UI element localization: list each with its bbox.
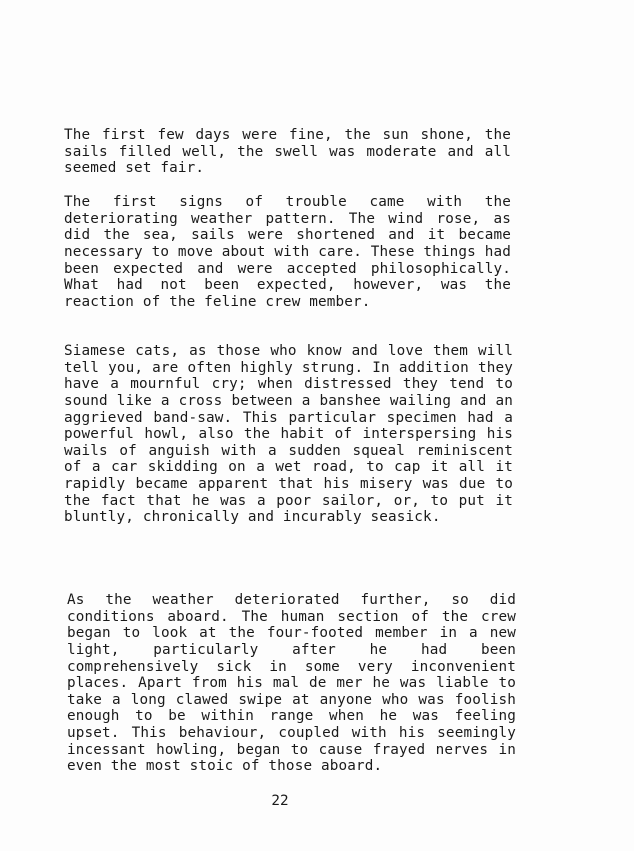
paragraph-weather-deteriorated: As the weather deteriorated further, so did conditions aboard. The human section of the crew began to look at the four-footed member in a new light, particularly after he had been comprehensively sick in some very inconvenient places. Apart from his mal de mer he was liable to take a long clawed swipe at anyone who was foolish enough to be within range when he was feeling upset. This behaviour, coupled with his seemingly incessant howling, began to cause frayed nerves in even the most stoic of those aboard. — [67, 592, 516, 775]
paragraph-siamese-cats: Siamese cats, as those who know and love them will tell you, are often highly strung. In addition they have a mournful cry; when distressed they tend to sound like a cross between a banshee wailing and an aggrieved band-saw. This particular specimen had a powerful howl, also the habit of interspersing his wails of anguish with a sudden squeal reminiscent of a car skidding on a wet road, to cap it all it rapidly became apparent that his misery was due to the fact that he was a poor sailor, or, to put it bluntly, chronically and incurably seasick. — [64, 343, 513, 526]
page-number: 22 — [271, 793, 289, 809]
paragraph-first-days: The first few days were fine, the sun shone, the sails filled well, the swell was moderate and all seemed set fair. — [64, 127, 511, 177]
paragraph-signs-of-trouble: The first signs of trouble came with the deteriorating weather pattern. The wind rose, as did the sea, sails were shortened and it became necessary to move about with care. These things had been expected and were accepted philosophically. What had not been expected, however, was the reaction of the feline crew member. — [64, 194, 511, 310]
